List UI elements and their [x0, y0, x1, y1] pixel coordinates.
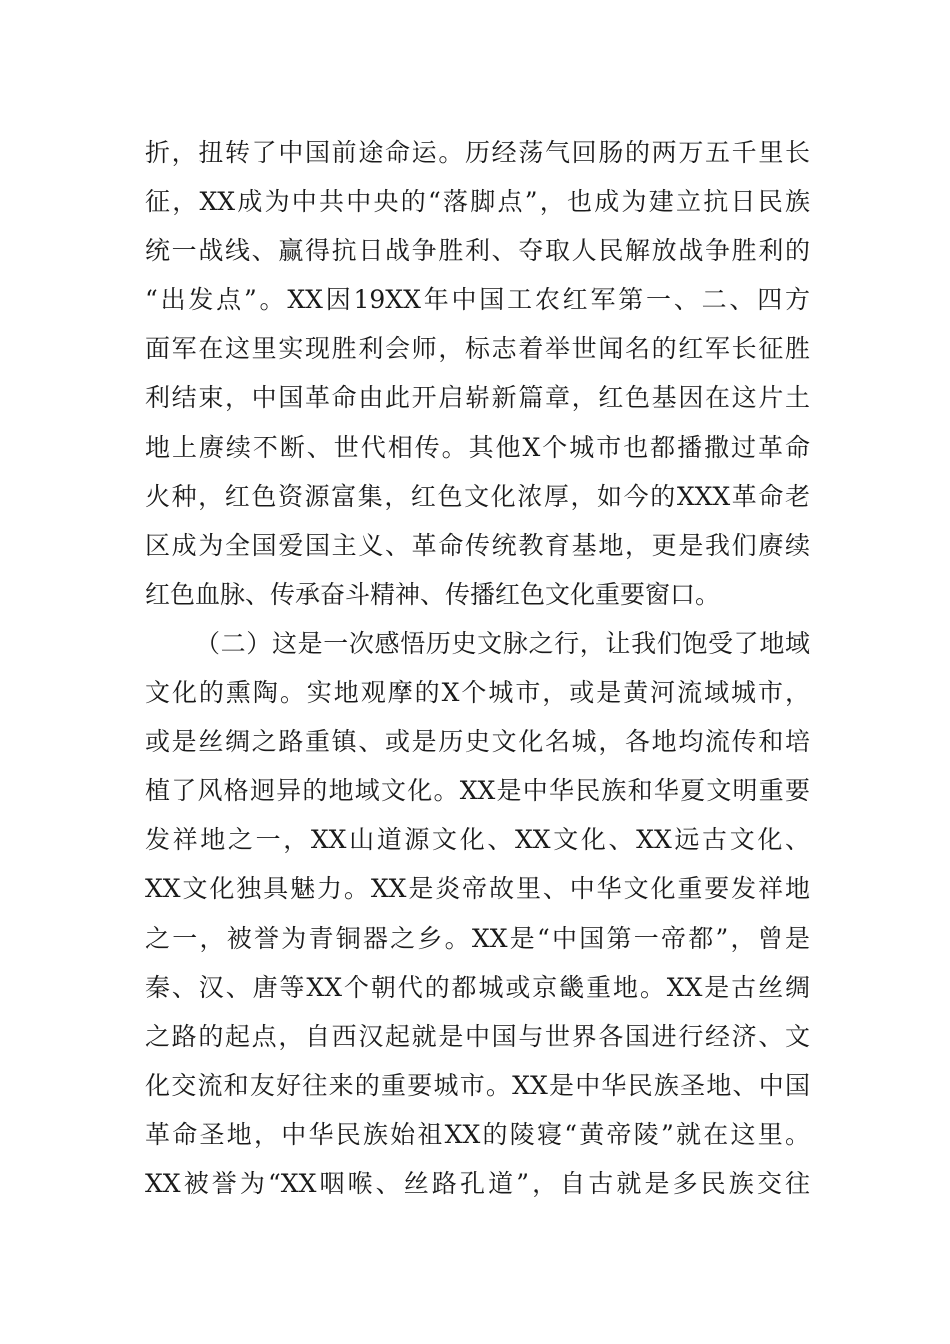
text-line: 地上赓续不断、世代相传。其他X个城市也都播撒过革命	[145, 432, 810, 462]
text-line: 发祥地之一，XX山道源文化、XX文化、XX远古文化、	[145, 825, 810, 855]
text-line: 区成为全国爱国主义、革命传统教育基地，更是我们赓续	[145, 530, 810, 560]
text-line: “出发点”。XX因19XX年中国工农红军第一、二、四方	[145, 285, 810, 315]
text-line: 革命圣地，中华民族始祖XX的陵寝“黄帝陵”就在这里。	[145, 1119, 810, 1149]
text-line: 文化的熏陶。实地观摩的X个城市，或是黄河流域城市，	[145, 678, 810, 708]
text-line: 火种，红色资源富集，红色文化浓厚，如今的XXX革命老	[145, 481, 810, 511]
text-line: 化交流和友好往来的重要城市。XX是中华民族圣地、中国	[145, 1070, 810, 1100]
text-line: 之一，被誉为青铜器之乡。XX是“中国第一帝都”，曾是	[145, 923, 810, 953]
text-line: 秦、汉、唐等XX个朝代的都城或京畿重地。XX是古丝绸	[145, 972, 810, 1002]
text-line: 或是丝绸之路重镇、或是历史文化名城，各地均流传和培	[145, 727, 810, 757]
text-line: 面军在这里实现胜利会师，标志着举世闻名的红军长征胜	[145, 334, 810, 364]
body-text	[145, 128, 810, 1208]
paragraph-start-line: （二）这是一次感悟历史文脉之行，让我们饱受了地域	[195, 628, 810, 658]
text-line: 统一战线、赢得抗日战争胜利、夺取人民解放战争胜利的	[145, 236, 810, 266]
text-line: 植了风格迥异的地域文化。XX是中华民族和华夏文明重要	[145, 776, 810, 806]
text-line: 折，扭转了中国前途命运。历经荡气回肠的两万五千里长	[145, 138, 810, 167]
paragraph-end-line: 红色血脉、传承奋斗精神、传播红色文化重要窗口。	[145, 579, 721, 609]
text-line: 利结束，中国革命由此开启崭新篇章，红色基因在这片土	[145, 383, 810, 413]
text-line: XX被誉为“XX咽喉、丝路孔道”，自古就是多民族交往	[145, 1168, 810, 1198]
text-line: 之路的起点，自西汉起就是中国与世界各国进行经济、文	[145, 1021, 810, 1051]
text-line: 征，XX成为中共中央的“落脚点”，也成为建立抗日民族	[145, 187, 810, 217]
text-line: XX文化独具魅力。XX是炎帝故里、中华文化重要发祥地	[145, 874, 810, 904]
